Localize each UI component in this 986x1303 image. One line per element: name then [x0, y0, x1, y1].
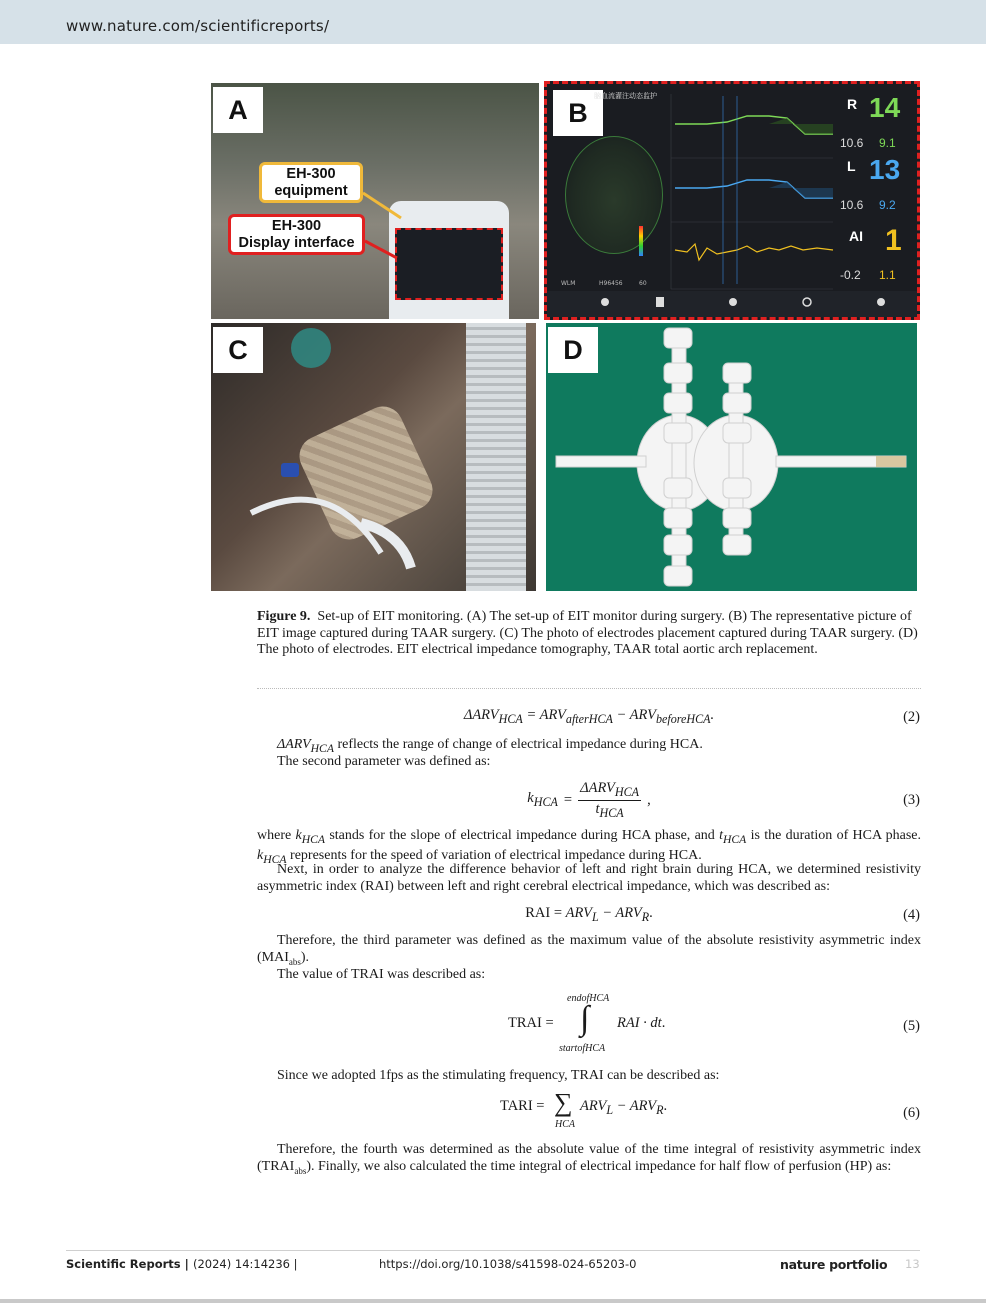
callout-display-line2: Display interface	[238, 234, 355, 251]
footer-journal: Scientific Reports |	[66, 1257, 189, 1271]
r-current: 9.1	[879, 136, 896, 150]
patient-name: WLM	[561, 280, 576, 287]
equation-2-number: (2)	[903, 709, 920, 725]
sum-symbol: ∑	[554, 1088, 573, 1117]
footer-divider	[66, 1250, 920, 1251]
paragraph-3: where $k_{HCA}$ stands for the slope of electrical impedance during HCA phase, and $t_{HCA}$ is the duration of HCA phase. $k_{HCA}$ represents for the speed of variation of electrical impedance during HCA.	[257, 828, 921, 867]
callout-display-line1: EH-300	[271, 218, 322, 234]
figure-panel-d	[546, 323, 917, 591]
paragraph-5: Therefore, the third parameter was defined as the maximum value of the absolute resistivity asymmetric index $(MAI_{abs})$.	[257, 933, 921, 967]
paragraph-2: The second parameter was defined as:	[277, 754, 491, 769]
equation-6-lhs: TARI =	[500, 1098, 545, 1114]
panel-label-b: B	[553, 90, 603, 136]
r-value: 14	[869, 92, 901, 123]
figure-caption	[257, 609, 921, 659]
callout-equipment-line2: equipment	[274, 182, 348, 199]
l-value: 13	[869, 154, 901, 185]
l-label: L	[847, 158, 856, 174]
caption-text: Set-up of EIT monitoring. (A) The set-up of EIT monitor during surgery. (B) The representative picture of EIT image captured during TAAR surgery. (C) The photo of electrodes placement captured during TAAR surgery. (D) The photo of electrodes. EIT electrical impedance tomography, TAAR total aortic arch replacement.	[257, 609, 918, 658]
equation-3-number: (3)	[903, 792, 920, 808]
equation-6-sub: HCA	[555, 1119, 575, 1130]
equation-4: RAI = $ARV_L - ARV_R$.	[525, 905, 653, 924]
ai-current: 1.1	[879, 268, 896, 282]
callout-equipment-line1: EH-300	[286, 166, 336, 182]
r-baseline: 10.6	[840, 136, 864, 150]
site-url[interactable]: www.nature.com/scientificreports/	[66, 17, 330, 35]
electrode-strips	[546, 323, 917, 591]
top-bar	[0, 0, 986, 44]
integral-symbol: ∫	[580, 1000, 590, 1037]
publisher-logo: nature portfolio	[780, 1257, 888, 1272]
figure-panel-a	[211, 83, 539, 319]
ai-label: AI	[849, 228, 863, 244]
callout-arrows	[211, 83, 539, 319]
patient-id: H96456	[599, 280, 623, 287]
caption-divider	[257, 688, 921, 689]
bottom-border	[0, 1299, 986, 1303]
ai-value: 1	[885, 224, 902, 257]
equation-3: $k_{HCA}$ = $\Delta ARV_{HCA}$ $t_{HCA}$ ,	[527, 780, 651, 820]
ai-baseline: -0.2	[840, 268, 861, 282]
r-label: R	[847, 96, 858, 112]
equation-6-number: (6)	[903, 1105, 920, 1121]
figure-panel-b	[544, 81, 920, 320]
patient-age: 60	[639, 280, 647, 287]
paragraph-1: $\Delta ARV_{HCA}$ reflects the range of change of electrical impedance during HCA.	[277, 737, 703, 755]
toolbar-icons	[547, 291, 917, 317]
paragraph-7: Since we adopted 1fps as the stimulating frequency, TRAI can be described as:	[277, 1068, 720, 1083]
equation-4-number: (4)	[903, 907, 920, 923]
figure-panel-c	[211, 323, 536, 591]
monitor-toolbar	[547, 291, 917, 317]
paragraph-6: The value of TRAI was described as:	[277, 967, 486, 982]
panel-label-c: C	[213, 327, 263, 373]
caption-label: Figure 9.	[257, 609, 311, 624]
equation-5-lower: startofHCA	[559, 1043, 606, 1054]
paragraph-8: Therefore, the fourth was determined as the absolute value of the time integral of resistivity asymmetric index $(TRAI_{abs})$. Finally, we also calculated the time integral of electrical impedance for half flow of perfusion (HP) as:	[257, 1142, 921, 1176]
paragraph-4: Next, in order to analyze the difference behavior of left and right brain during HCA, we determined resistivity asymmetric index (RAI) between left and right cerebral electrical impedance, which was described as:	[257, 862, 921, 894]
l-baseline: 10.6	[840, 198, 864, 212]
monitor-title: 脑血流灌注动态监护	[594, 92, 657, 100]
l-current: 9.2	[879, 198, 896, 212]
equation-6-rhs: $ARV_L - ARV_R$.	[580, 1098, 668, 1117]
equation-5-lhs: TRAI =	[508, 1015, 554, 1031]
footer-doi[interactable]: https://doi.org/10.1038/s41598-024-65203-0	[379, 1257, 637, 1271]
equation-5-upper: endofHCA	[567, 993, 610, 1004]
footer-citation: (2024) 14:14236 |	[193, 1257, 298, 1271]
equation-2: $\Delta ARV_{HCA} = ARV_{afterHCA} - ARV_{beforeHCA}$.	[463, 707, 715, 726]
panel-label-d: D	[548, 327, 598, 373]
page-number: 13	[905, 1257, 920, 1271]
equation-5-integrand: RAI · dt.	[617, 1015, 666, 1031]
equation-5-number: (5)	[903, 1018, 920, 1034]
panel-label-a: A	[213, 87, 263, 133]
